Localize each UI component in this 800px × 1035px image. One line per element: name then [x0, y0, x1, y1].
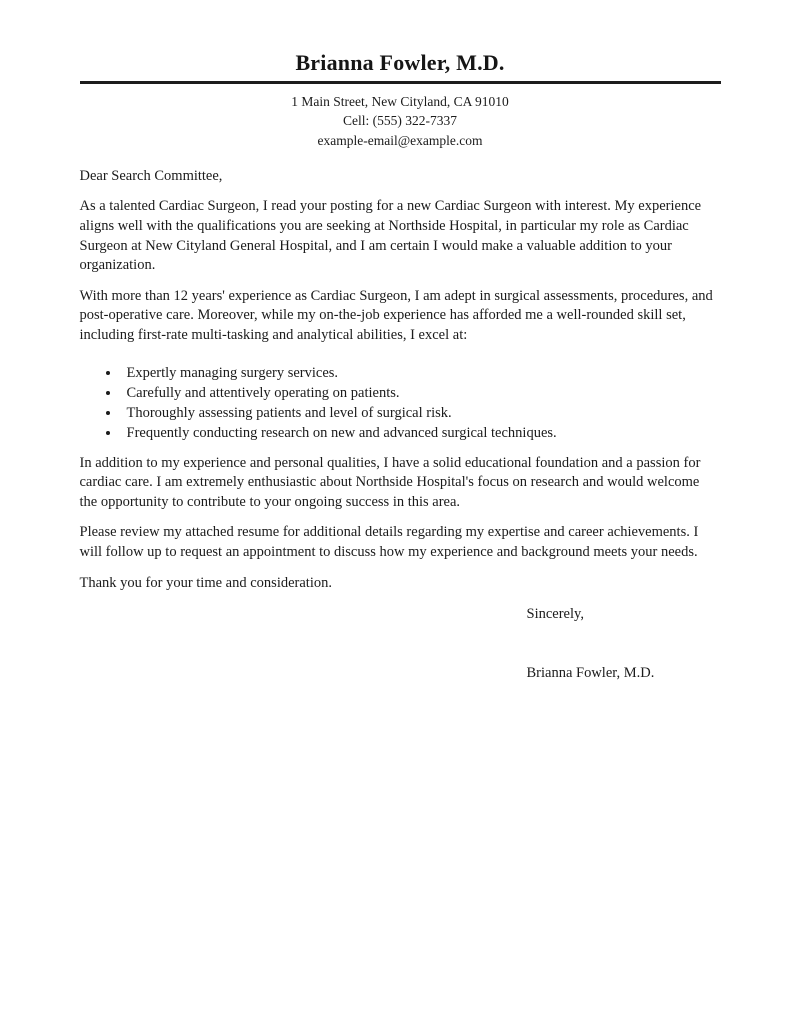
contact-address: 1 Main Street, New Cityland, CA 91010	[291, 94, 509, 109]
bullet-item: • Expertly managing surgery services.	[121, 363, 721, 383]
bullet-item: • Frequently conducting research on new and advanced surgical techniques.	[121, 423, 721, 443]
paragraph-resume: Please review my attached resume for additional details regarding my expertise and career achievements. I will follow up to request an appointment to discuss how my experience and background meets your needs.	[79, 524, 699, 561]
contact-block	[80, 92, 721, 150]
closing-line: Sincerely,	[526, 606, 584, 623]
letterhead-name: Brianna Fowler, M.D.	[295, 50, 505, 75]
thanks-line: Thank you for your time and consideration.	[79, 574, 332, 591]
paragraph-experience: With more than 12 years' experience as Cardiac Surgeon, I am adept in surgical assessments, procedures, and post-operative care. Moreover, while my on-the-job experience has afforded me a well-rounded skill set, including first-rate multi-tasking and analytical abilities, I excel at:	[79, 287, 713, 344]
contact-phone: Cell: (555) 322-7337	[343, 113, 457, 129]
salutation: Dear Search Committee,	[79, 167, 223, 184]
contact-email: example-email@example.com	[317, 132, 483, 148]
paragraph-education: In addition to my experience and personal qualities, I have a solid educational foundation and a passion for cardiac care. I am extremely enthusiastic about Northside Hospital's focus on research and would welcome the opportunity to contribute to your ongoing success in this area.	[79, 454, 701, 510]
bullet-item: • Thoroughly assessing patients and level of surgical risk.	[121, 403, 721, 423]
letterhead-divider-rule	[80, 81, 721, 84]
letter-content	[80, 0, 721, 683]
signature-name: Brianna Fowler, M.D.	[526, 664, 655, 681]
skills-bullet-list	[80, 363, 721, 443]
bullet-item: • Carefully and attentively operating on patients.	[121, 383, 721, 403]
paragraph-intro: As a talented Cardiac Surgeon, I read your posting for a new Cardiac Surgeon with interest. My experience aligns well with the qualifications you are seeking at Northside Hospital, in particular my role as Cardiac Surgeon at New Cityland General Hospital, and I am certain I would make a valuable addition to your organization.	[79, 198, 702, 274]
